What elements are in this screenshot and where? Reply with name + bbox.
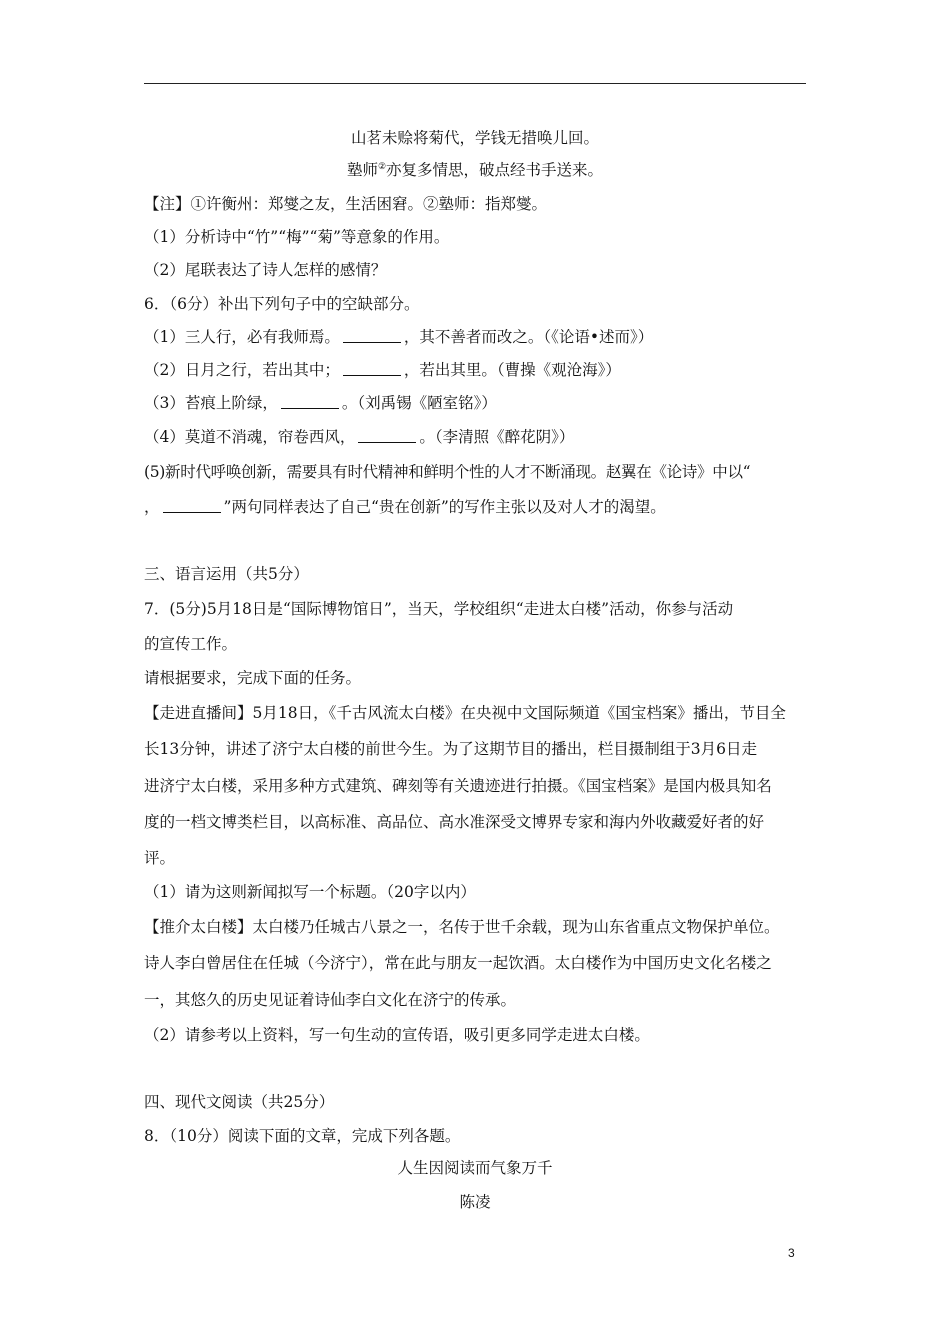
poem-line-2: 塾师②亦复多情思，破点经书手送来。 xyxy=(346,161,604,179)
q6-item-5-line1: (5)新时代呼唤创新，需要具有时代精神和鲜明个性的人才不断涌现。赵翼在《论诗》中以“ xyxy=(144,463,751,481)
fill-blank[interactable] xyxy=(343,328,401,343)
broadcast-line: 【走进直播间】5月18日，《千古风流太白楼》在央视中文国际频道《国宝档案》播出，节目全 xyxy=(144,704,786,722)
q7-line-3: 请根据要求，完成下面的任务。 xyxy=(144,669,362,687)
q6-item-5-line2: ， ”两句同样表达了自己“贵在创新”的写作主张以及对人才的渴望。 xyxy=(144,498,666,516)
q6-item-4: （4）莫道不消魂，帘卷西风， 。（李清照《醉花阴》） xyxy=(144,428,575,446)
section-4-heading: 四、现代文阅读（共25分） xyxy=(144,1093,335,1111)
footnote-marker: ② xyxy=(377,162,387,172)
q6-item-2: （2）日月之行，若出其中； ，若出其里。（曹操《观沧海》） xyxy=(144,361,621,379)
q6-title: 6．（6分）补出下列句子中的空缺部分。 xyxy=(144,295,420,313)
broadcast-line: 评。 xyxy=(144,849,176,867)
poem-line-1: 山茗未赊将菊代，学钱无措唤儿回。 xyxy=(350,129,599,147)
broadcast-line: 长13分钟，讲述了济宁太白楼的前世今生。为了这期节目的播出，栏目摄制组于3月6日走 xyxy=(144,740,757,758)
q5-sub2: （2）尾联表达了诗人怎样的感情？ xyxy=(144,261,387,279)
fill-blank[interactable] xyxy=(358,428,416,443)
intro-line: 一，其悠久的历史见证着诗仙李白文化在济宁的传承。 xyxy=(144,991,517,1009)
fill-blank[interactable] xyxy=(163,498,221,513)
q5-sub1: （1）分析诗中“竹”“梅”“菊”等意象的作用。 xyxy=(144,228,450,246)
header-rule xyxy=(144,83,806,84)
q6-item-1: （1）三人行，必有我师焉。 ，其不善者而改之。（《论语•述而》） xyxy=(144,328,654,346)
fill-blank[interactable] xyxy=(343,361,401,376)
q6-item-3: （3）苔痕上阶绿， 。（刘禹锡《陋室铭》） xyxy=(144,394,497,412)
article-author: 陈凌 xyxy=(459,1193,491,1211)
q7-line-2: 的宣传工作。 xyxy=(144,635,238,653)
fill-blank[interactable] xyxy=(281,394,339,409)
q7-line-1: 7．(5分)5月18日是“国际博物馆日”，当天，学校组织“走进太白楼”活动，你参与活动 xyxy=(144,600,734,618)
annotation-note: 【注】①许衡州：郑燮之友，生活困窘。②塾师：指郑燮。 xyxy=(144,195,548,213)
task-1: （1）请为这则新闻拟写一个标题。（20字以内） xyxy=(144,883,476,901)
q8-title: 8．（10分）阅读下面的文章，完成下列各题。 xyxy=(144,1127,461,1145)
broadcast-line: 进济宁太白楼，采用多种方式建筑、碑刻等有关遗迹进行拍摄。《国宝档案》是国内极具知名 xyxy=(144,777,772,795)
intro-line: 【推介太白楼】太白楼乃任城古八景之一，名传于世千余载，现为山东省重点文物保护单位。 xyxy=(144,918,780,936)
broadcast-line: 度的一档文博类栏目，以高标准、高品位、高水准深受文博界专家和海内外收藏爱好者的好 xyxy=(144,813,765,831)
section-3-heading: 三、语言运用（共5分） xyxy=(144,565,309,583)
intro-line: 诗人李白曾居住在任城（今济宁），常在此与朋友一起饮酒。太白楼作为中国历史文化名楼之 xyxy=(144,954,772,972)
task-2: （2）请参考以上资料，写一句生动的宣传语，吸引更多同学走进太白楼。 xyxy=(144,1026,650,1044)
page-number: 3 xyxy=(788,1246,795,1260)
article-title: 人生因阅读而气象万千 xyxy=(397,1159,553,1177)
